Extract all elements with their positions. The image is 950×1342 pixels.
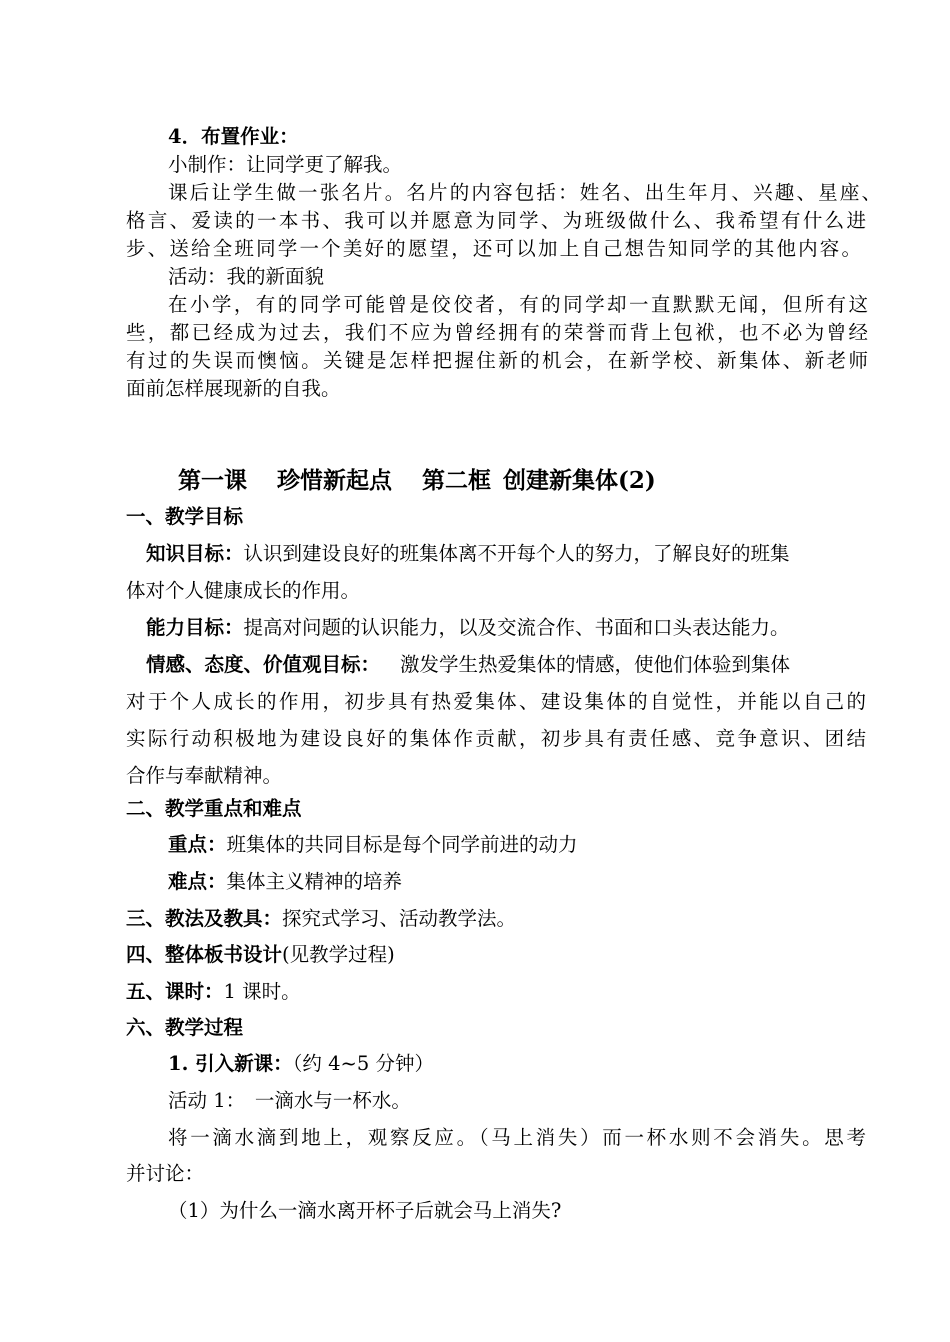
key-point-text: 班集体的共同目标是每个同学前进的动力	[226, 833, 578, 856]
homework-heading: 4．布置作业：	[168, 125, 299, 148]
homework-paragraph-4-line: 在小学，有的同学可能曾是佼佼者，有的同学却一直默默无闻，但所有这	[168, 293, 868, 316]
hours-text: 1 课时。	[223, 980, 301, 1003]
emotion-objective-text: 激发学生热爱集体的情感，使他们体验到集体	[400, 653, 791, 676]
homework-paragraph-4-line: 些，都已经成为过去，我们不应为曾经拥有的荣誉而背上包袱，也不必为曾经	[126, 321, 868, 344]
lesson-title-part: 创建新集体(2)	[503, 467, 656, 494]
homework-paragraph-4-line: 面前怎样展现新的自我。	[126, 377, 341, 400]
lesson-title-part: 第一课	[178, 467, 247, 494]
board-label: 四、整体板书设计	[126, 943, 283, 966]
emotion-objective-text: 合作与奉献精神。	[126, 764, 283, 787]
intro-line	[168, 1051, 434, 1077]
lesson-title	[178, 466, 656, 496]
methods-label: 三、教法及教具：	[126, 907, 283, 930]
keypoints-heading: 二、教学重点和难点	[126, 797, 302, 820]
emotion-objective-text: 对于个人成长的作用，初步具有热爱集体、建设集体的自觉性，并能以自己的	[126, 690, 866, 713]
homework-paragraph-2-line: 步、送给全班同学一个美好的愿望，还可以加上自己想告知同学的其他内容。	[126, 237, 861, 260]
activity-description: 将一滴水滴到地上，观察反应。（马上消失）而一杯水则不会消失。思考	[168, 1126, 866, 1149]
ability-objective	[146, 615, 790, 641]
homework-paragraph-2-line: 课后让学生做一张名片。名片的内容包括：姓名、出生年月、兴趣、星座、	[168, 181, 881, 204]
methods-line	[126, 906, 516, 932]
activity-description: 并讨论：	[126, 1162, 205, 1185]
methods-text: 探究式学习、活动教学法。	[282, 907, 517, 930]
discussion-question-1: （1）为什么一滴水离开杯子后就会马上消失?	[168, 1199, 562, 1222]
objectives-heading: 一、教学目标	[126, 505, 244, 528]
emotion-objective-label: 情感、态度、价值观目标：	[146, 653, 381, 676]
board-line	[126, 942, 395, 968]
board-text: (见教学过程)	[282, 943, 395, 966]
homework-paragraph-1: 小制作：让同学更了解我。	[168, 153, 403, 176]
homework-paragraph-4-line: 有过的失误而懊恼。关键是怎样把握住新的机会，在新学校、新集体、新老师	[126, 349, 868, 372]
hours-label: 五、课时：	[126, 980, 224, 1003]
ability-objective-label: 能力目标：	[146, 616, 244, 639]
emotion-objective-text: 实际行动积极地为建设良好的集体作贡献，初步具有责任感、竞争意识、团结	[126, 727, 866, 750]
emotion-objective	[146, 652, 790, 678]
homework-paragraph-3: 活动：我的新面貌	[168, 265, 325, 288]
difficult-point-label: 难点：	[168, 870, 227, 893]
lesson-title-part: 珍惜新起点	[277, 467, 392, 494]
knowledge-objective-label: 知识目标：	[146, 542, 244, 565]
key-point-label: 重点：	[168, 833, 227, 856]
knowledge-objective-text: 体对个人健康成长的作用。	[126, 579, 361, 602]
hours-line	[126, 979, 301, 1005]
homework-paragraph-2-line: 格言、爱读的一本书、我可以并愿意为同学、为班级做什么、我希望有什么进	[126, 209, 866, 232]
ability-objective-text: 提高对问题的认识能力，以及交流合作、书面和口头表达能力。	[243, 616, 790, 639]
knowledge-objective-text: 认识到建设良好的班集体离不开每个人的努力，了解良好的班集	[243, 542, 790, 565]
difficult-point-text: 集体主义精神的培养	[226, 870, 403, 893]
process-heading: 六、教学过程	[126, 1016, 244, 1039]
knowledge-objective	[146, 541, 790, 567]
intro-label: 1. 引入新课：	[168, 1052, 293, 1075]
lesson-title-part: 第二框	[422, 467, 491, 494]
difficult-point	[168, 869, 402, 895]
activity-1: 活动 1： 一滴水与一杯水。	[168, 1089, 411, 1112]
intro-text: （约 4~5 分钟）	[292, 1052, 434, 1075]
key-point	[168, 832, 578, 858]
